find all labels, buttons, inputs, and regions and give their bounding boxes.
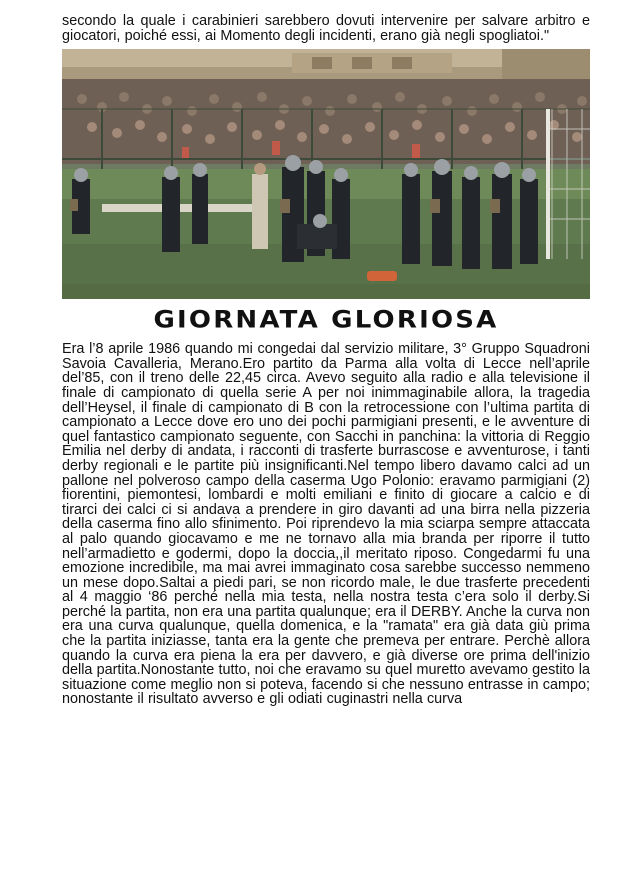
stadium-photo bbox=[62, 49, 590, 299]
document-page bbox=[62, 14, 590, 707]
section-heading: GIORNATA GLORIOSA bbox=[153, 306, 499, 334]
intro-paragraph: secondo la quale i carabinieri sarebbero dovuti intervenire per salvare arbitro e giocatori, poiché essi, ai Momento degli incidenti, erano già negli spogliatoi." bbox=[62, 13, 590, 44]
body-paragraph: Era l’8 aprile 1986 quando mi congedai dal servizio militare, 3° Gruppo Squadroni Savoia Cavalleria, Merano.Ero partito da Parma alla volta di Lecce nell’aprile del’85, con il treno delle 22,45 circa. Avevo seguito alla radio e alla televisione il finale di campionato di quella serie A per noi inimmaginabile allora, la tragedia dell’Heysel, il finale di campionato di B con la retrocessione con l’ultima partita di campionato a Lecce dove ero uno dei pochi parmigiani presenti, e le avventure di quel fantastico campionato seguente, con Sacchi in panchina: la vittoria di Reggio Emilia nel derby di andata, i racconti di trasferte burrascose e avventurose, i tanti derby regionali e le partite più insignificanti.Nel tempo libero davamo calci ad un pallone nel polveroso campo della caserma Ugo Polonio: eravamo parmigiani (2) fiorentini, piemontesi, lombardi e molti emiliani e finito di giocare a calcio e di tirarci dei calci ci si andava a prendere in giro davanti ad una birra nella pizzeria della caserma fino allo sfinimento. Poi riprendevo la mia sciarpa sempre attaccata al palo quando giocavamo e me ne tornavo alla mia branda per riporre il tutto nell’armadietto e godermi, dopo la doccia,,il meritato riposo. Congedarmi fu una emozione incredibile, ma mai avrei immaginato cosa sarebbe successo nemmeno un mese dopo.Saltai a piedi pari, se non ricordo male, le due trasferte precedenti al 4 maggio ‘86 perché nella mia testa, nella nostra testa c’era solo il derby.Si perché la partita, non era una partita qualunque; era il DERBY. Anche la curva non era una curva qualunque, quella domenica, e la "ramata" era già data giù prima che la partita iniziasse, tanta era la gente che premeva per entrare. Perchè allora quando la curva era piena la era per davvero, e già diverse ore prima dell'inizio della partita.Nonostante tutto, noi che eravamo su quel muretto avevamo gestito la situazione come meglio non si poteva, facendo si che nessuno entrasse in campo; nonostante il risultato avverso e gli odiati cuginastri nella curva bbox=[62, 341, 590, 708]
